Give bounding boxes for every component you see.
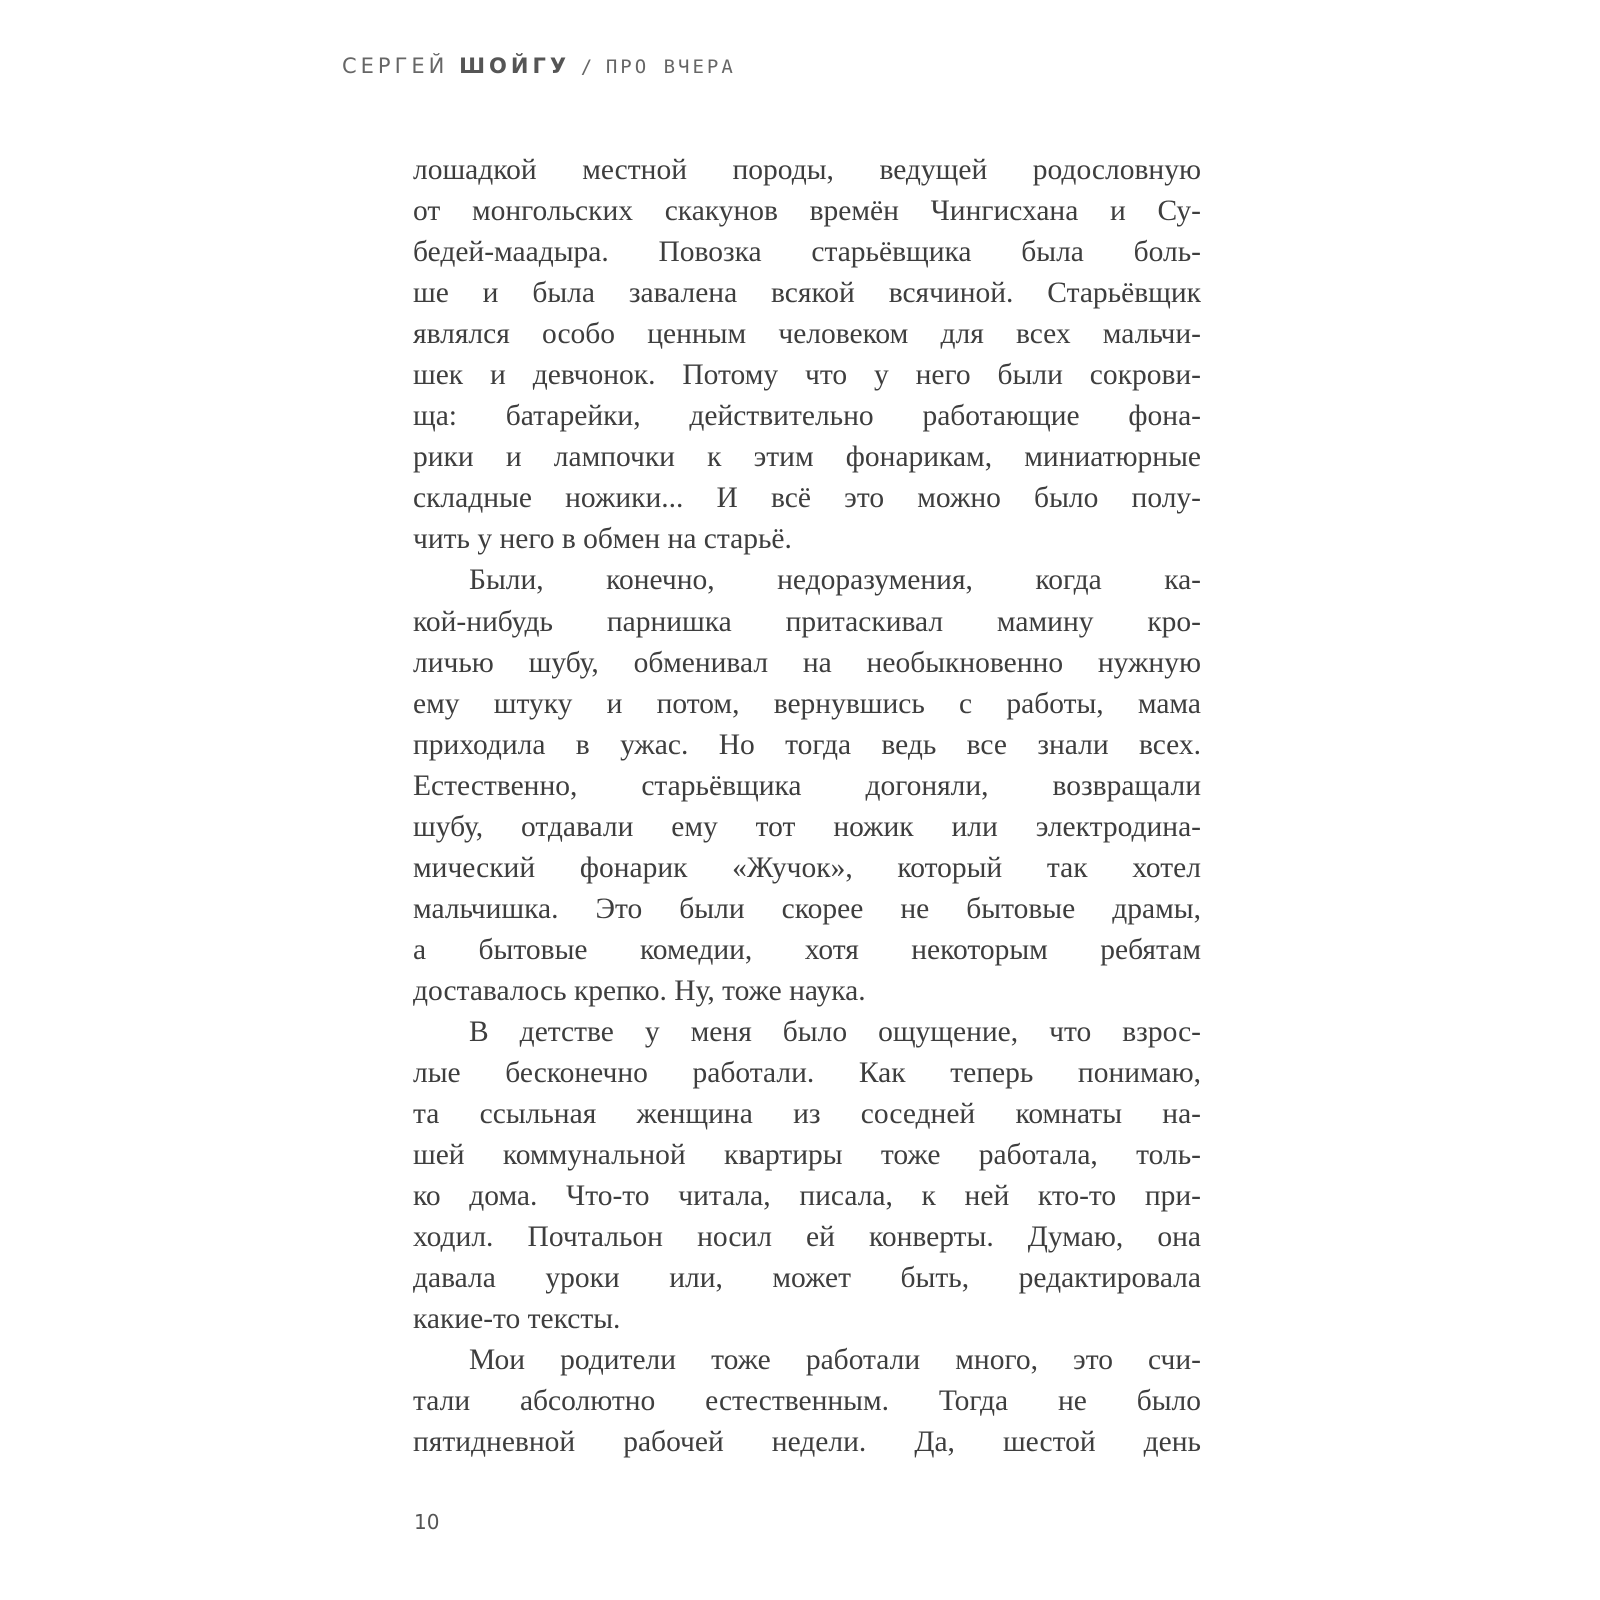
text-line: Мои родители тоже работали много, это счи- <box>469 1344 1201 1377</box>
text-line: личью шубу, обменивал на необыкновенно нужную <box>413 646 1201 679</box>
text-line: чить у него в обмен на старьё. <box>413 523 792 556</box>
text-line: бедей-маадыра. Повозка старьёвщика была боль- <box>413 236 1201 269</box>
text-line: Естественно, старьёвщика догоняли, возвращали <box>413 769 1201 802</box>
text-line: приходила в ужас. Но тогда ведь все знали всех. <box>413 728 1201 761</box>
text-line: рики и лампочки к этим фонарикам, миниатюрные <box>413 441 1201 474</box>
text-line: складные ножики... И всё это можно было полу- <box>413 482 1201 515</box>
text-line: мальчишка. Это были скорее не бытовые драмы, <box>413 892 1201 925</box>
book-title: ПРО ВЧЕРА <box>605 56 736 78</box>
text-line: ходил. Почтальон носил ей конверты. Думаю, она <box>413 1221 1201 1254</box>
text-line: а бытовые комедии, хотя некоторым ребятам <box>413 933 1201 966</box>
text-line: ко дома. Что-то читала, писала, к ней кто-то при- <box>413 1180 1201 1213</box>
running-header <box>342 54 736 78</box>
text-line: шей коммунальной квартиры тоже работала, толь- <box>413 1139 1201 1172</box>
text-line: тали абсолютно естественным. Тогда не было <box>413 1385 1201 1418</box>
text-line: та ссыльная женщина из соседней комнаты на- <box>413 1098 1201 1131</box>
header-separator: / <box>580 56 596 78</box>
text-line: лые бесконечно работали. Как теперь понимаю, <box>413 1057 1201 1090</box>
page-number: 10 <box>414 1510 440 1534</box>
text-line: мический фонарик «Жучок», который так хотел <box>413 851 1201 884</box>
text-line: давала уроки или, может быть, редактировала <box>413 1262 1201 1295</box>
text-line: кой-нибудь парнишка притаскивал мамину кро- <box>413 605 1201 638</box>
text-line: от монгольских скакунов времён Чингисхана и Су- <box>413 195 1201 228</box>
text-line: ща: батарейки, действительно работающие фона- <box>413 400 1201 433</box>
text-line: лошадкой местной породы, ведущей родословную <box>413 154 1201 186</box>
text-line: являлся особо ценным человеком для всех мальчи- <box>413 318 1201 351</box>
text-line: доставалось крепко. Ну, тоже наука. <box>413 974 866 1007</box>
text-line: пятидневной рабочей недели. Да, шестой день <box>413 1426 1201 1459</box>
text-line: шубу, отдавали ему тот ножик или электродина- <box>413 810 1201 843</box>
text-line: В детстве у меня было ощущение, что взрос- <box>469 1015 1201 1048</box>
text-line: шек и девчонок. Потому что у него были сокрови- <box>413 359 1201 392</box>
page-body-text <box>413 150 1201 1464</box>
text-line: какие-то тексты. <box>413 1303 621 1336</box>
text-line: ему штуку и потом, вернувшись с работы, мама <box>413 687 1201 720</box>
author-last-name: ШОЙГУ <box>459 54 571 78</box>
text-line: ше и была завалена всякой всячиной. Старьёвщик <box>413 277 1201 310</box>
author-first-name: СЕРГЕЙ <box>342 54 449 78</box>
text-line: Были, конечно, недоразумения, когда ка- <box>469 564 1201 597</box>
